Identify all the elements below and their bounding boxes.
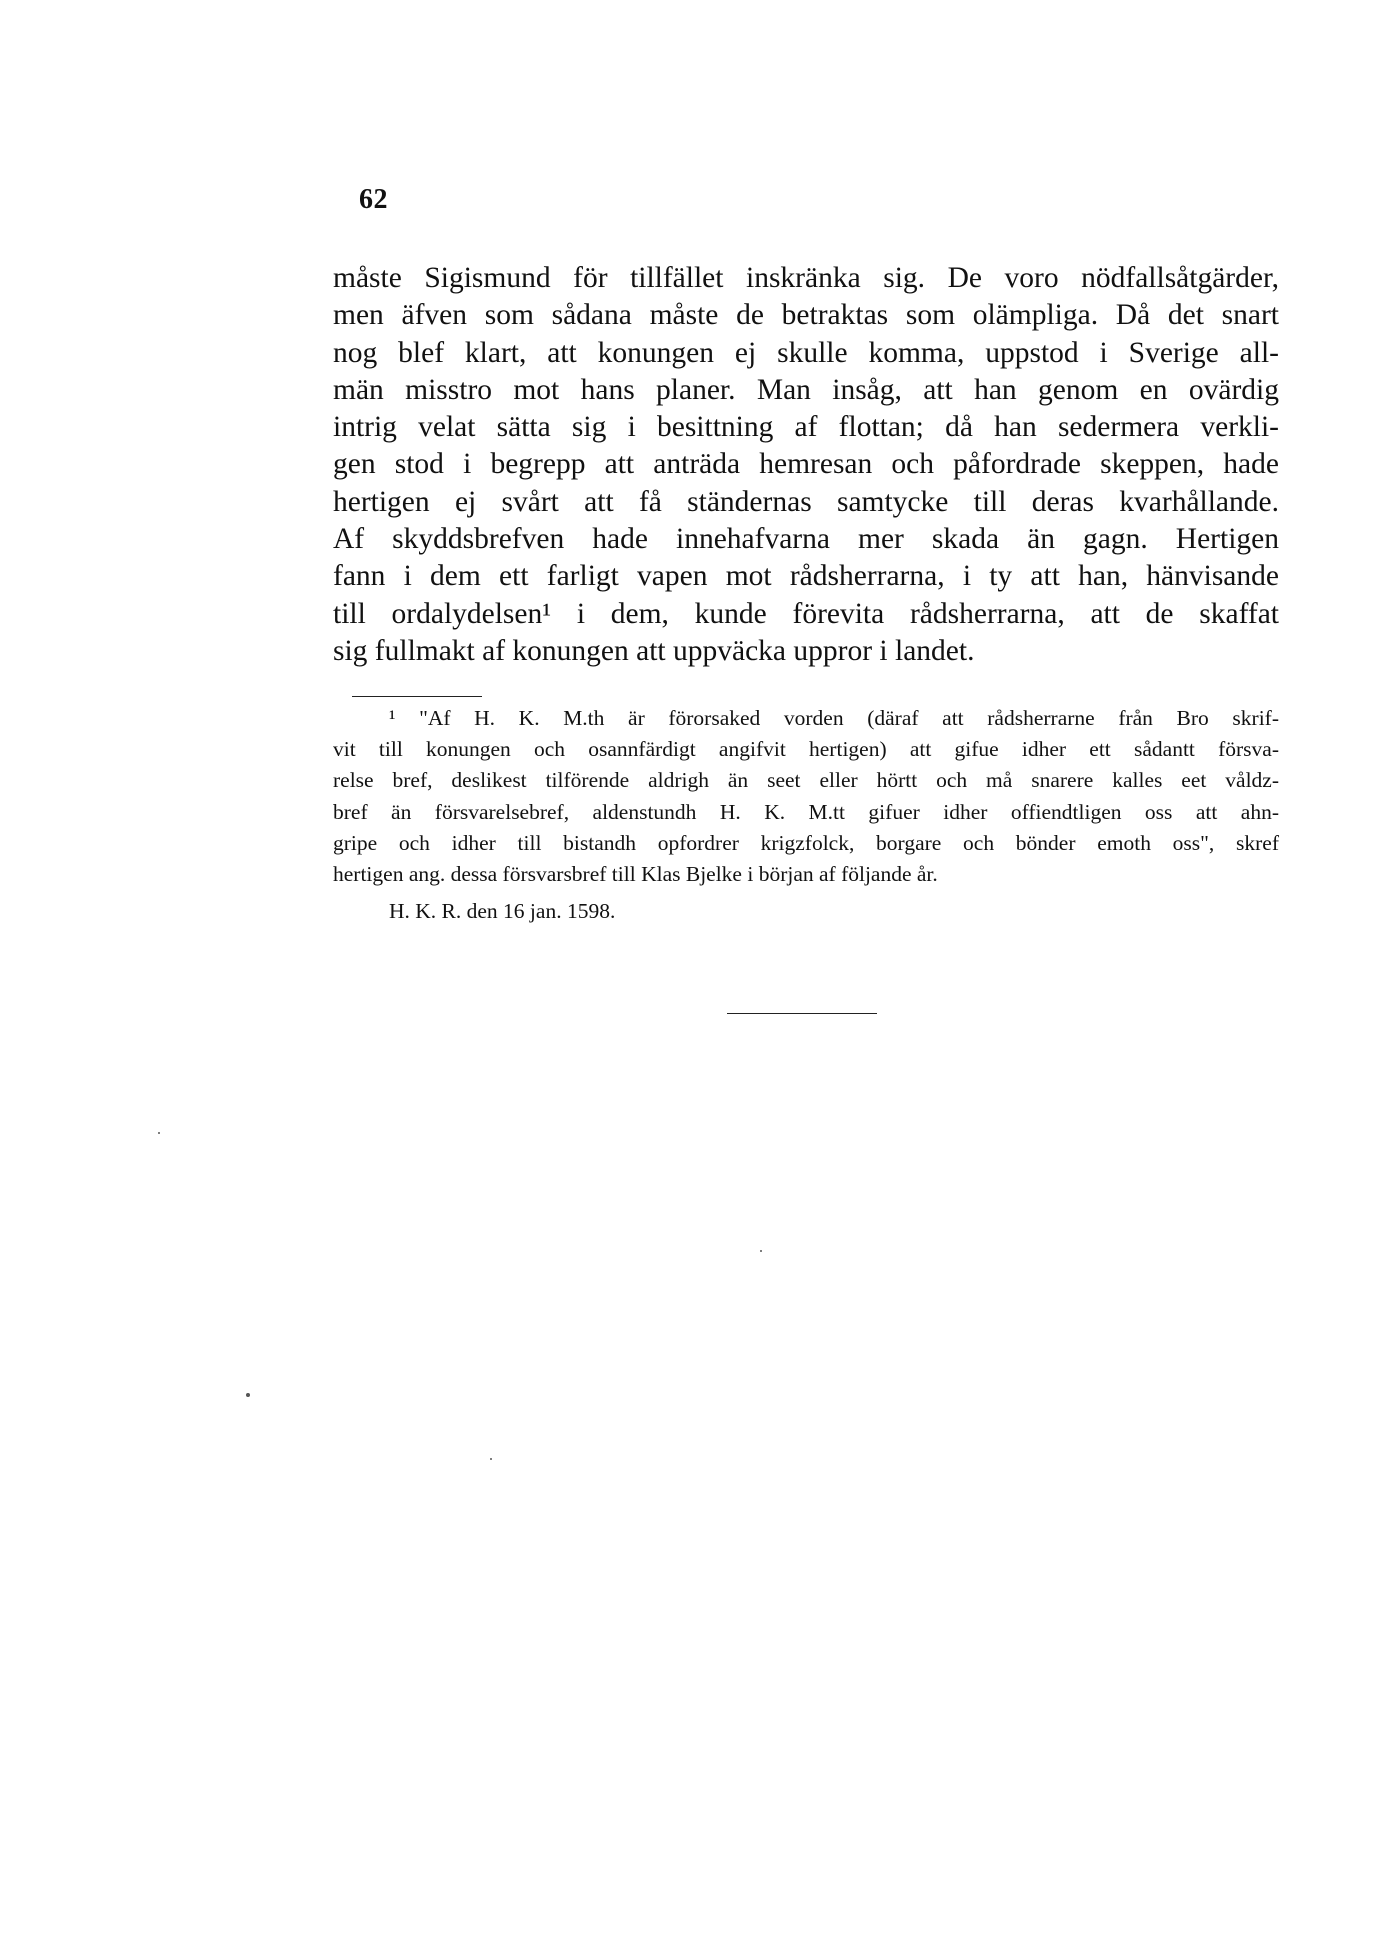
body-line: hertigen ej svårt att få ständernas samtycke till deras kvarhållande. [333, 485, 1279, 518]
footnote-line: ¹ "Af H. K. M.th är förorsaked vorden (däraf att rådsherrarne från Bro skrif- [389, 706, 1279, 730]
body-line: till ordalydelsen¹ i dem, kunde förevita rådsherrarna, att de skaffat [333, 597, 1279, 630]
body-line: men äfven som sådana måste de betraktas som olämpliga. Då det snart [333, 299, 1279, 332]
body-text [333, 260, 1279, 670]
scan-speck [246, 1393, 250, 1397]
body-line: sig fullmakt af konungen att uppväcka uppror i landet. [333, 634, 975, 667]
body-line: män misstro mot hans planer. Man insåg, att han genom en ovärdig [333, 373, 1279, 406]
footnote-separator [352, 696, 482, 697]
body-line: gen stod i begrepp att anträda hemresan och påfordrade skeppen, hade [333, 448, 1279, 481]
scan-speck [490, 1458, 492, 1460]
footnote-source: H. K. R. den 16 jan. 1598. [389, 899, 616, 924]
footnote-line: hertigen ang. dessa försvarsbref till Klas Bjelke i början af följande år. [333, 862, 938, 887]
footnote-line: bref än försvarelsebref, aldenstundh H. K. M.tt gifuer idher offiendtligen oss att ahn- [333, 799, 1279, 824]
scan-speck [158, 1132, 160, 1134]
page-number: 62 [359, 184, 388, 215]
scan-speck [760, 1250, 762, 1252]
body-line: måste Sigismund för tillfället inskränka sig. De voro nödfallsåtgärder, [333, 262, 1279, 294]
footnote-line: gripe och idher till bistandh opfordrer krigzfolck, borgare och bönder emoth oss", skref [333, 830, 1279, 855]
body-line: nog blef klart, att konungen ej skulle komma, uppstod i Sverige all- [333, 336, 1279, 369]
body-line: intrig velat sätta sig i besittning af flottan; då han sedermera verkli- [333, 411, 1279, 444]
end-of-chapter-rule [727, 1013, 877, 1014]
footnote-line: vit till konungen och osannfärdigt angifvit hertigen) att gifue idher ett sådantt försva- [333, 737, 1279, 762]
body-line: Af skyddsbrefven hade innehafvarna mer skada än gagn. Hertigen [333, 523, 1279, 556]
body-line: fann i dem ett farligt vapen mot rådsherrarna, i ty att han, hänvisande [333, 560, 1279, 593]
footnote-line: relse bref, deslikest tilförende aldrigh än seet eller hörtt och må snarere kalles eet våldz- [333, 768, 1279, 793]
footnote [333, 703, 1279, 927]
